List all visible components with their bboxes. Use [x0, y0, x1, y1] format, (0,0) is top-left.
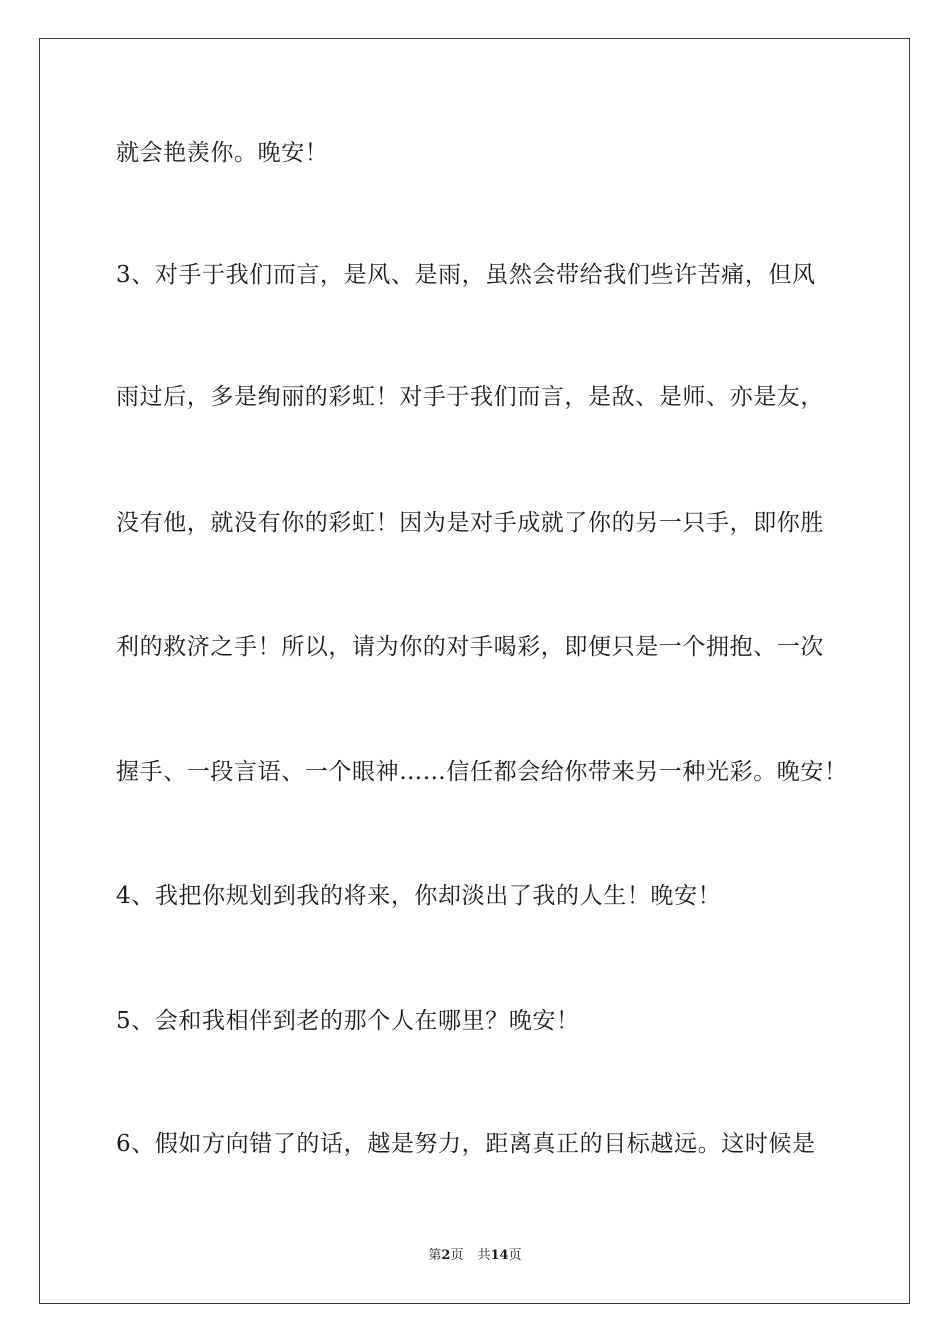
footer-page-number: 2	[441, 1248, 451, 1263]
text-line: 4、我把你规划到我的将来，你却淡出了我的人生！晚安！	[116, 883, 722, 909]
footer-page-suffix: 页	[450, 1248, 464, 1263]
text-line: 利的救济之手！所以，请为你的对手喝彩，即便只是一个拥抱、一次	[116, 634, 824, 660]
footer-total-prefix: 共	[477, 1248, 491, 1263]
page-border	[39, 38, 910, 1304]
footer-page-prefix: 第	[428, 1248, 442, 1263]
footer-total-pages: 14	[490, 1248, 509, 1263]
text-line: 3、对手于我们而言，是风、是雨，虽然会带给我们些许苦痛，但风	[116, 262, 816, 288]
text-line: 雨过后，多是绚丽的彩虹！对手于我们而言，是敌、是师、亦是友，	[116, 384, 824, 410]
page-footer	[0, 1247, 950, 1265]
text-line: 没有他，就没有你的彩虹！因为是对手成就了你的另一只手，即你胜	[116, 510, 824, 536]
text-line: 5、会和我相伴到老的那个人在哪里？晚安！	[116, 1008, 580, 1034]
footer-total-suffix: 页	[508, 1248, 522, 1263]
text-line: 就会艳羡你。晚安！	[116, 140, 329, 166]
text-line: 握手、一段言语、一个眼神……信任都会给你带来另一种光彩。晚安！	[116, 759, 848, 785]
text-line: 6、假如方向错了的话，越是努力，距离真正的目标越远。这时候是	[116, 1131, 816, 1157]
